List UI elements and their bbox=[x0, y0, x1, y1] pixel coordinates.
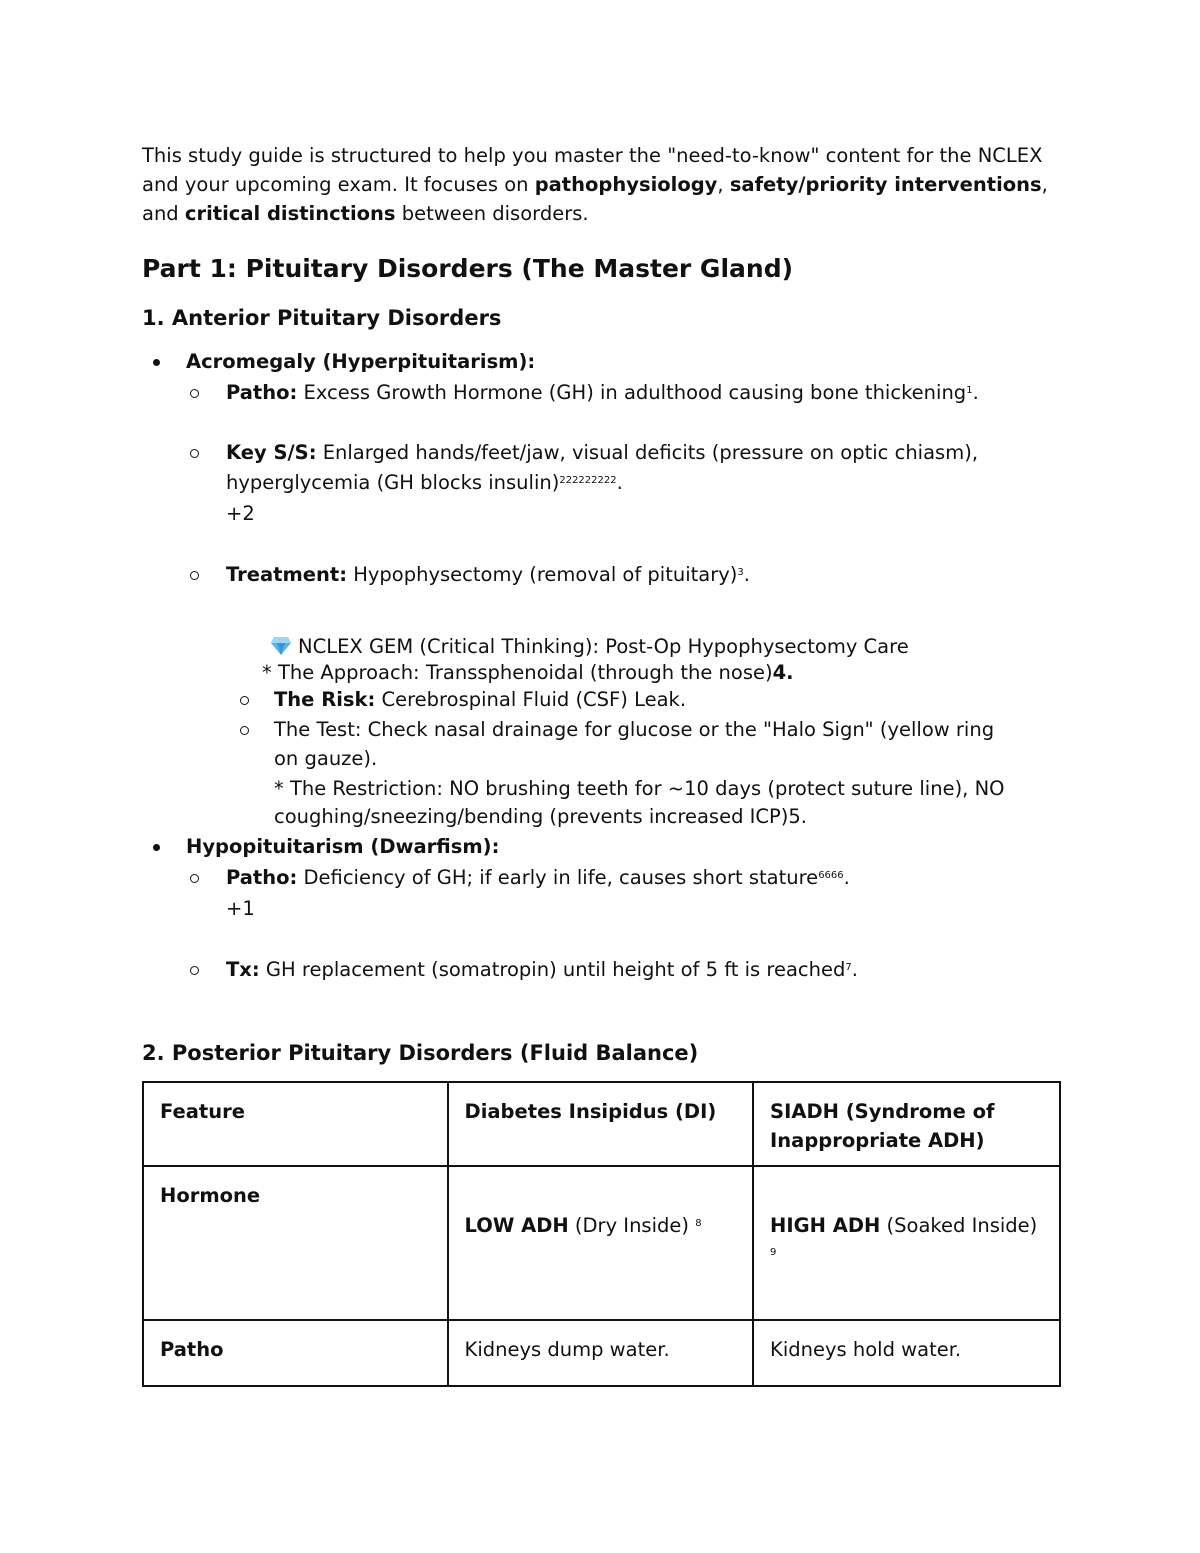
table-header-cell: SIADH (Syndrome of Inappropriate ADH) bbox=[753, 1082, 1060, 1166]
gem-risk-text: Cerebrospinal Fluid (CSF) Leak. bbox=[375, 688, 687, 711]
acromegaly-ss-line1 bbox=[226, 438, 978, 467]
gem-approach-ref: 4. bbox=[772, 661, 794, 684]
gem-approach bbox=[262, 658, 794, 687]
table-cell bbox=[143, 1166, 448, 1320]
patho-label: Patho: bbox=[226, 381, 298, 404]
siadh-hormone bbox=[770, 1211, 1043, 1269]
footnote-ref: 7 bbox=[845, 962, 852, 973]
tx-label: Tx: bbox=[226, 958, 260, 981]
patho-row-label: Patho bbox=[160, 1338, 224, 1361]
footnote-ref: 6666 bbox=[818, 870, 844, 881]
patho-text: Deficiency of GH; if early in life, causes short stature bbox=[297, 866, 819, 889]
gem-restrict-line1: * The Restriction: NO brushing teeth for ~10 days (protect suture line), NO bbox=[274, 777, 1005, 800]
footnote-ref: 8 bbox=[695, 1218, 702, 1229]
patho-end: . bbox=[843, 866, 850, 889]
bullet-dot bbox=[153, 844, 160, 851]
patho-label: Patho: bbox=[226, 866, 298, 889]
gem-risk-label: The Risk: bbox=[274, 688, 376, 711]
table-cell bbox=[448, 1166, 754, 1320]
gem-risk bbox=[274, 685, 686, 714]
intro-bold-critical: critical distinctions bbox=[184, 202, 396, 225]
table-cell: Kidneys hold water. bbox=[753, 1320, 1060, 1386]
footnote-ref: 222222222 bbox=[559, 475, 617, 486]
hypo-patho bbox=[226, 863, 850, 892]
ss-text: hyperglycemia (GH blocks insulin) bbox=[226, 471, 560, 494]
hormone-label: Hormone bbox=[160, 1184, 261, 1207]
intro-bold-pathophysiology: pathophysiology bbox=[534, 173, 718, 196]
acromegaly-treatment bbox=[226, 560, 750, 589]
di-hormone bbox=[465, 1211, 737, 1240]
treatment-end: . bbox=[743, 563, 750, 586]
table-cell bbox=[753, 1166, 1060, 1320]
bullet-circle bbox=[190, 874, 199, 883]
bullet-circle bbox=[190, 966, 199, 975]
acromegaly-ss-plus: +2 bbox=[226, 502, 255, 525]
part1-title: Part 1: Pituitary Disorders (The Master Gland) bbox=[142, 254, 794, 283]
gem-test-line1: The Test: Check nasal drainage for glucose or the "Halo Sign" (yellow ring bbox=[274, 718, 995, 741]
acromegaly-patho bbox=[226, 378, 979, 407]
table-row bbox=[143, 1166, 1060, 1320]
di-hormone-text: (Dry Inside) bbox=[568, 1214, 696, 1237]
bullet-circle bbox=[190, 449, 199, 458]
patho-text: Excess Growth Hormone (GH) in adulthood causing bone thickening bbox=[297, 381, 967, 404]
posterior-heading: 2. Posterior Pituitary Disorders (Fluid Balance) bbox=[142, 1041, 699, 1065]
table-header-cell: Diabetes Insipidus (DI) bbox=[448, 1082, 754, 1166]
acromegaly-ss-line2 bbox=[226, 468, 623, 497]
hypo-label bbox=[186, 832, 499, 861]
footnote-ref: 1 bbox=[966, 385, 973, 396]
treatment-text: Hypophysectomy (removal of pituitary) bbox=[347, 563, 738, 586]
intro-bold-safety: safety/priority interventions bbox=[729, 173, 1042, 196]
intro-paragraph bbox=[142, 141, 1082, 228]
gem-approach-text: * The Approach: Transsphenoidal (through the nose) bbox=[262, 661, 773, 684]
bullet-circle bbox=[190, 389, 199, 398]
acromegaly-label bbox=[186, 347, 535, 376]
intro-text: between disorders. bbox=[395, 202, 589, 225]
bullet-dot bbox=[153, 359, 160, 366]
bullet-circle bbox=[190, 571, 199, 580]
gem-title-text: NCLEX GEM (Critical Thinking): Post-Op Hypophysectomy Care bbox=[298, 635, 909, 658]
siadh-hormone-bold: HIGH ADH bbox=[770, 1214, 881, 1237]
gem-title bbox=[270, 632, 909, 661]
patho-end: . bbox=[972, 381, 979, 404]
comparison-table bbox=[142, 1081, 1061, 1387]
intro-text: , bbox=[717, 173, 730, 196]
table-header-cell: Feature bbox=[143, 1082, 448, 1166]
di-hormone-bold: LOW ADH bbox=[464, 1214, 569, 1237]
hypo-label-text: Hypopituitarism (Dwarfism): bbox=[186, 835, 500, 858]
ss-label: Key S/S: bbox=[226, 441, 317, 464]
bullet-circle bbox=[240, 726, 249, 735]
bullet-circle bbox=[240, 696, 249, 705]
siadh-hormone-text: (Soaked Inside) bbox=[880, 1214, 1038, 1237]
table-row bbox=[143, 1320, 1060, 1386]
gem-restrict-line2: coughing/sneezing/bending (prevents increased ICP)5. bbox=[274, 805, 807, 828]
hypo-tx bbox=[226, 955, 858, 984]
treatment-label: Treatment: bbox=[226, 563, 348, 586]
hypo-patho-plus: +1 bbox=[226, 897, 255, 920]
tx-end: . bbox=[851, 958, 858, 981]
acromegaly-label-text: Acromegaly (Hyperpituitarism): bbox=[186, 350, 536, 373]
gem-icon bbox=[270, 636, 292, 656]
footnote-ref: 3 bbox=[737, 567, 744, 578]
gem-test-line2: on gauze). bbox=[274, 747, 378, 770]
table-cell bbox=[143, 1320, 448, 1386]
table-cell: Kidneys dump water. bbox=[448, 1320, 754, 1386]
anterior-heading: 1. Anterior Pituitary Disorders bbox=[142, 306, 502, 330]
footnote-ref: 9 bbox=[770, 1247, 777, 1258]
table-header-row bbox=[143, 1082, 1060, 1166]
intro-text: This study guide is structured to help you master the "need-to-know" content for the NCLEX and your upcoming exam. It focuses on bbox=[142, 144, 1043, 196]
intro-text: , and bbox=[142, 173, 1048, 225]
ss-text: Enlarged hands/feet/jaw, visual deficits (pressure on optic chiasm), bbox=[316, 441, 979, 464]
ss-end: . bbox=[616, 471, 623, 494]
tx-text: GH replacement (somatropin) until height of 5 ft is reached bbox=[259, 958, 846, 981]
